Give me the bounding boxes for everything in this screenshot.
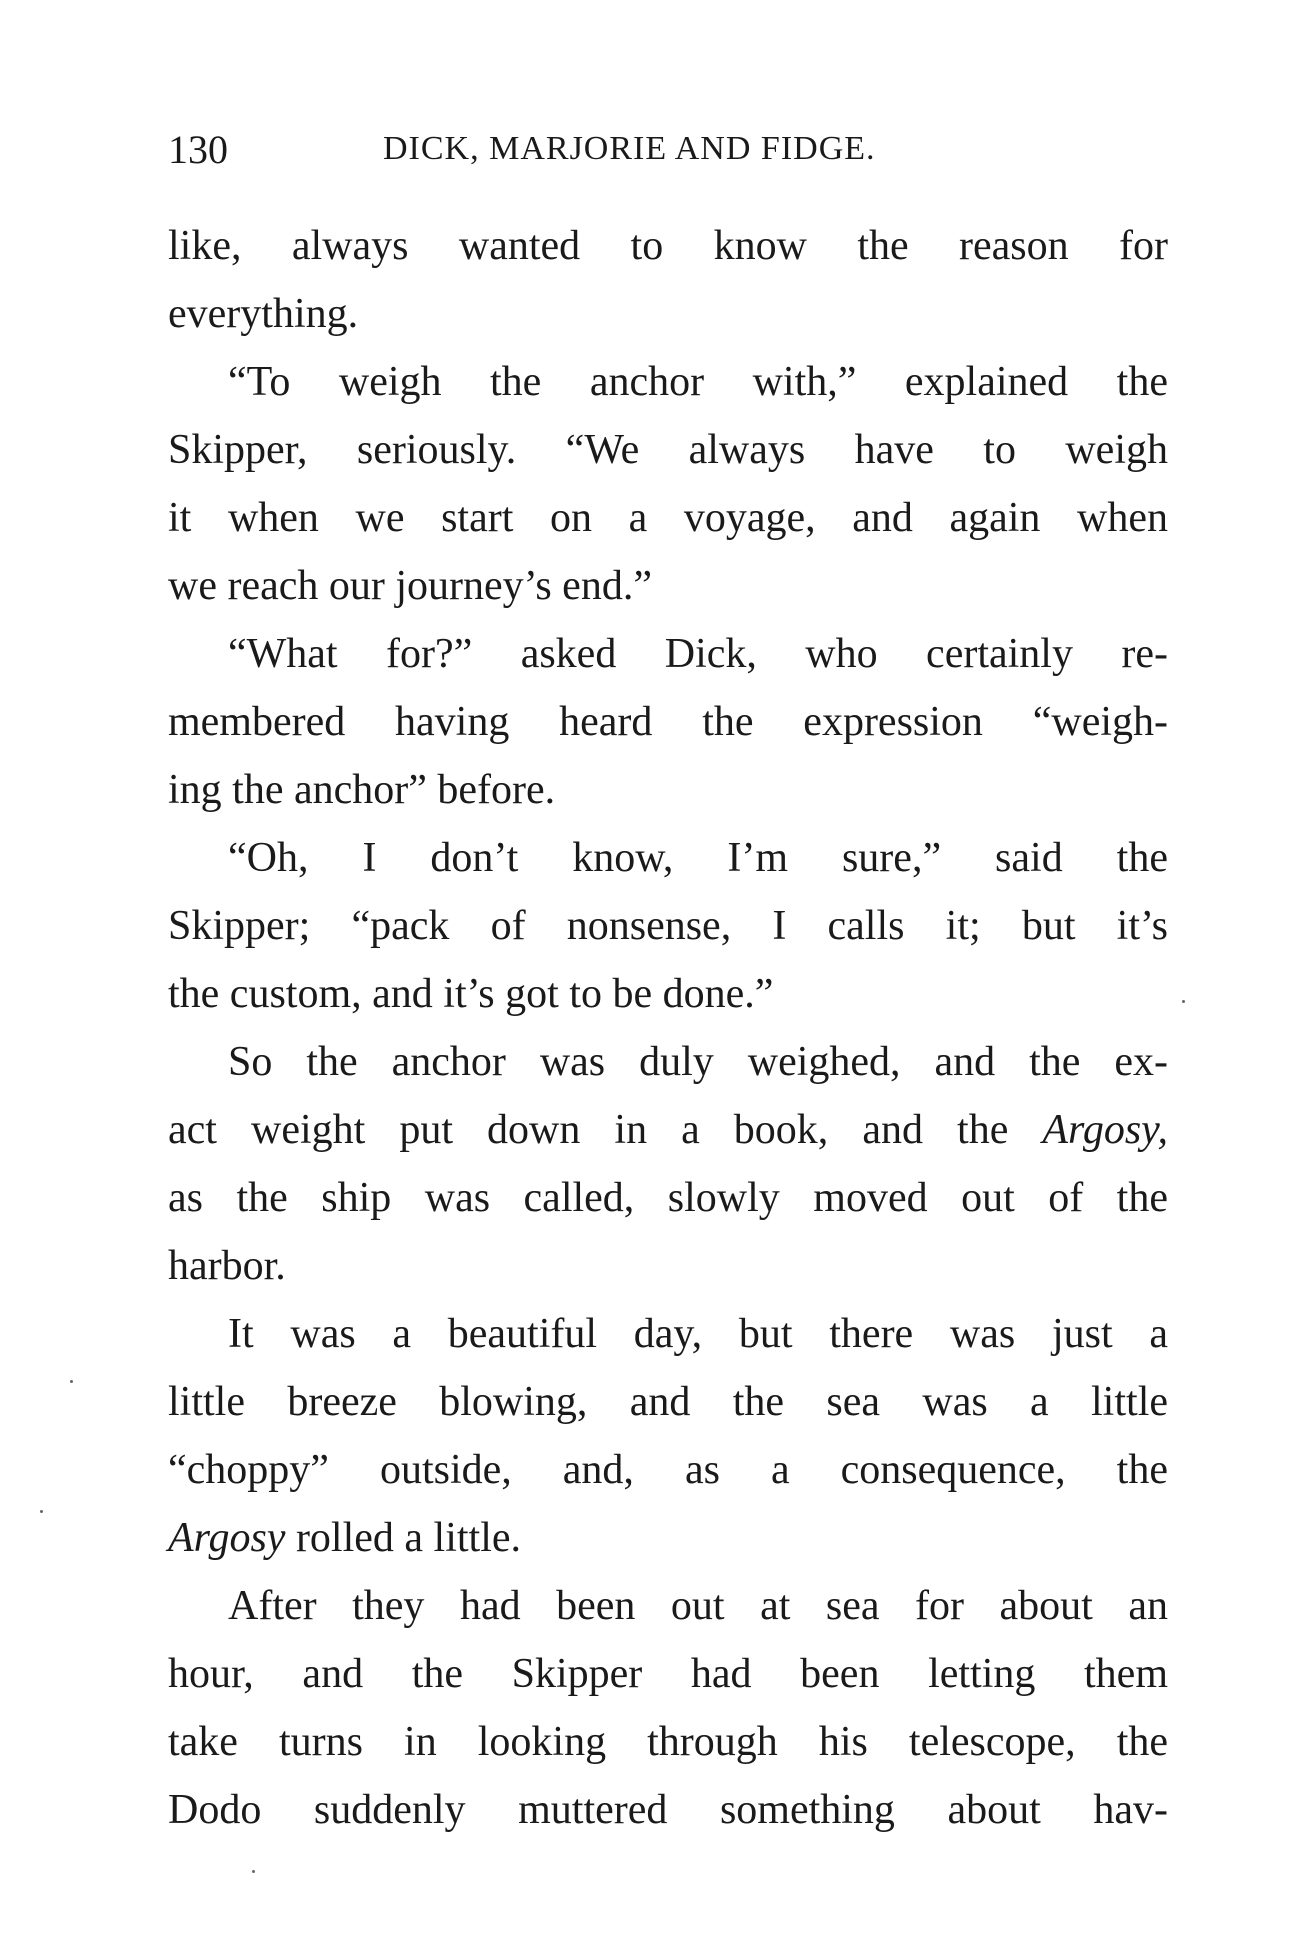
- text-line: [168, 348, 1168, 416]
- text-line: [168, 824, 1168, 892]
- line-text: it when we start on a voyage, and again when: [168, 495, 1168, 541]
- line-text: Skipper; “pack of nonsense, I calls it; but it’s: [168, 903, 1168, 949]
- text-line: [168, 1436, 1168, 1504]
- body-text: [168, 212, 1168, 1844]
- line-text: everything.: [168, 291, 359, 337]
- text-line: [168, 1504, 1168, 1572]
- line-text: So the anchor was duly weighed, and the ex-: [228, 1039, 1168, 1085]
- line-text: take turns in looking through his telescope, the: [168, 1719, 1168, 1765]
- text-line: [168, 552, 1168, 620]
- line-text: the custom, and it’s got to be done.”: [168, 971, 774, 1017]
- scan-speck: [40, 1510, 43, 1513]
- text-line: [168, 960, 1168, 1028]
- text-line: [168, 1708, 1168, 1776]
- text-line: [168, 1096, 1168, 1164]
- italic-text: Argosy: [168, 1515, 286, 1561]
- line-text: Dodo suddenly muttered something about hav-: [168, 1787, 1168, 1833]
- text-line: [168, 1028, 1168, 1096]
- running-title: DICK, MARJORIE AND FIDGE.: [383, 130, 876, 167]
- line-text: hour, and the Skipper had been letting them: [168, 1651, 1168, 1697]
- scan-speck: [70, 1380, 73, 1383]
- line-text: It was a beautiful day, but there was just a: [228, 1311, 1168, 1357]
- line-text: After they had been out at sea for about an: [228, 1583, 1168, 1629]
- line-text: rolled a little.: [285, 1515, 522, 1561]
- line-text: “To weigh the anchor with,” explained the: [228, 359, 1168, 405]
- line-text: like, always wanted to know the reason for: [168, 223, 1168, 269]
- scan-speck: [1182, 1000, 1185, 1003]
- line-text: “Oh, I don’t know, I’m sure,” said the: [228, 835, 1168, 881]
- page-number: 130: [168, 127, 228, 172]
- text-line: [168, 1300, 1168, 1368]
- italic-text: Argosy,: [1042, 1107, 1168, 1153]
- text-line: [168, 1776, 1168, 1844]
- text-line: [168, 688, 1168, 756]
- text-line: [168, 1164, 1168, 1232]
- line-text: “What for?” asked Dick, who certainly re-: [228, 631, 1168, 677]
- text-line: [168, 756, 1168, 824]
- text-line: [168, 1232, 1168, 1300]
- line-text: we reach our journey’s end.”: [168, 563, 652, 609]
- line-text: membered having heard the expression “weigh-: [168, 699, 1168, 745]
- text-line: [168, 416, 1168, 484]
- line-text: little breeze blowing, and the sea was a little: [168, 1379, 1168, 1425]
- line-text: ing the anchor” before.: [168, 767, 556, 813]
- line-text: “choppy” outside, and, as a consequence, the: [168, 1447, 1168, 1493]
- text-line: [168, 1640, 1168, 1708]
- text-line: [168, 620, 1168, 688]
- line-text: act weight put down in a book, and the: [168, 1107, 1043, 1153]
- page-header: [168, 126, 1158, 176]
- text-line: [168, 484, 1168, 552]
- line-text: Skipper, seriously. “We always have to weigh: [168, 427, 1168, 473]
- scan-speck: [252, 1870, 255, 1873]
- text-line: [168, 1368, 1168, 1436]
- text-line: [168, 892, 1168, 960]
- text-line: [168, 1572, 1168, 1640]
- line-text: harbor.: [168, 1243, 286, 1289]
- text-line: [168, 280, 1168, 348]
- line-text: as the ship was called, slowly moved out of the: [168, 1175, 1168, 1221]
- text-line: [168, 212, 1168, 280]
